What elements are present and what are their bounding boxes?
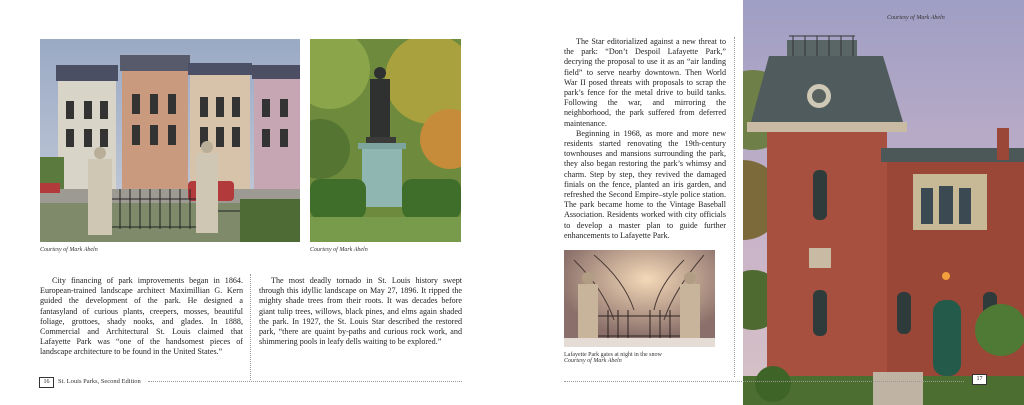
caption-credit: Courtesy of Mark Abeln: [564, 358, 622, 364]
caption-title: Lafayette Park gates at night in the snow: [564, 352, 662, 358]
right-column: [564, 37, 726, 241]
statue-caption: Courtesy of Mark Abeln: [310, 247, 368, 253]
park-gates-caption: [564, 352, 662, 364]
running-title: St. Louis Parks, Second Edition: [58, 378, 141, 385]
paragraph: City financing of park improvements began in 1864. European-trained landscape architect Maximillian G. Kern guided the development of the park. He designed a fantasyland of curious plants, creepers, mosses, beautiful foliage, grottoes, shady nooks, and glades. In 1888, Commercial and Architectural St. Louis claimed that Lafayette Park was “one of the handsomest pieces of landscape architecture to be found in the United States.”: [40, 276, 243, 357]
column-divider: [734, 37, 735, 377]
footer-rule-left: [148, 381, 462, 382]
police-station-photo: [743, 0, 1024, 405]
page-number-left: 16: [39, 377, 54, 388]
paragraph: The Star editorialized against a new threat to the park: “Don’t Despoil Lafayette Park,” decrying the proposal to use it as an “air landing field” to serve nearby downtown. Then World War II posed threats with proposals to scrap the park’s fence for the metal drive to build tanks. Following the war, and mirroring the neighborhood, the park suffered from deferred maintenance.: [564, 37, 726, 128]
statue-photo: [310, 39, 461, 242]
townhouses-photo: [40, 39, 300, 242]
park-gates-photo: [564, 250, 715, 347]
left-column-2: [259, 276, 462, 347]
townhouses-caption: Courtesy of Mark Abeln: [40, 247, 98, 253]
left-column-1: [40, 276, 243, 358]
page-number-right: 17: [972, 374, 987, 385]
police-station-caption: Courtesy of Mark Abeln: [887, 15, 945, 21]
paragraph: Beginning in 1968, as more and more new residents started renovating the 19th-century townhouses and mansions surrounding the park, they also began restoring the park’s whimsy and charm. Step by step, they revived the damaged finials on the fence, planted an iris garden, and refreshed the Second Empire–style police station. The park became home to the Vintage Baseball Association. Residents worked with city officials to develop a master plan to guide further enhancements to Lafayette Park.: [564, 128, 726, 240]
column-divider: [250, 274, 251, 380]
paragraph: The most deadly tornado in St. Louis history swept through this idyllic landscape on May 27, 1896. It ripped the mighty shade trees from their roots. It was decades before giant tulip trees, willows, black pines, and elms again shaded the park. In 1927, the St. Louis Star described the restored park, “there are quaint by-paths and curious rock work, and shimmering pools in leafy dells waiting to be explored.”: [259, 276, 462, 347]
footer-rule-right: [564, 381, 964, 382]
